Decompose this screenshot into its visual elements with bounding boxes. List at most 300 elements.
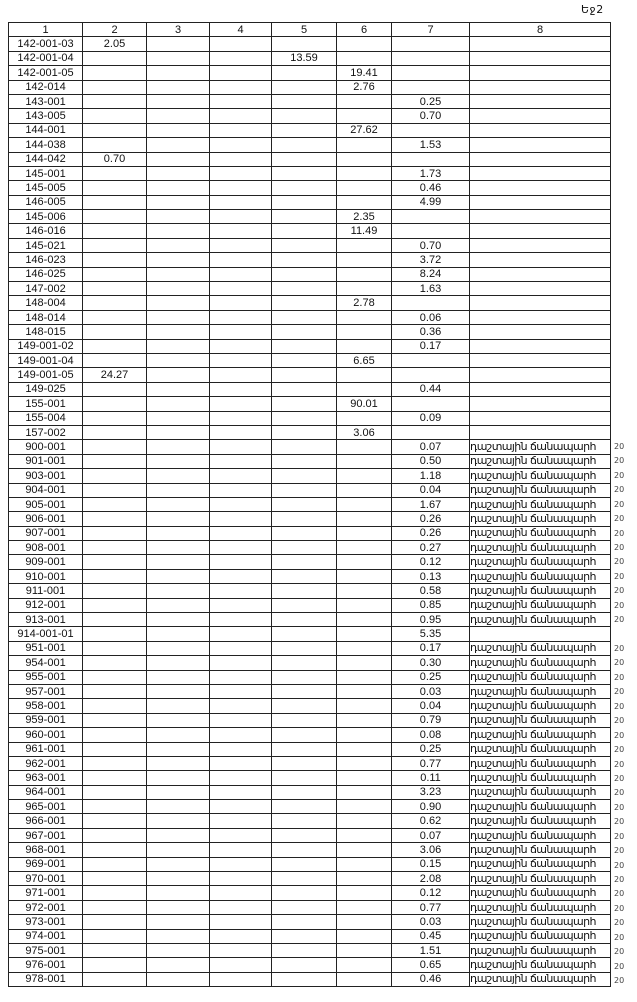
area-value-cell — [147, 425, 210, 439]
parcel-code-cell: 974-001 — [9, 929, 83, 943]
area-value-cell — [272, 900, 337, 914]
area-value-cell: 27.62 — [337, 123, 392, 137]
land-use-cell: դաշտային ճանապարհ — [470, 872, 611, 886]
area-value-cell — [147, 181, 210, 195]
table-row — [9, 584, 611, 598]
area-value-cell — [337, 800, 392, 814]
margin-mark: 20 — [614, 759, 625, 769]
land-parcel-table — [8, 22, 611, 987]
area-value-cell — [272, 66, 337, 80]
area-value-cell — [83, 857, 147, 871]
area-value-cell — [337, 785, 392, 799]
area-value-cell: 0.27 — [392, 541, 470, 555]
area-value-cell — [392, 353, 470, 367]
area-value-cell — [147, 512, 210, 526]
table-row — [9, 656, 611, 670]
area-value-cell — [392, 224, 470, 238]
area-value-cell — [392, 123, 470, 137]
table-row — [9, 915, 611, 929]
column-header: 1 — [9, 23, 83, 37]
parcel-code-cell: 144-042 — [9, 152, 83, 166]
table-row — [9, 728, 611, 742]
parcel-code-cell: 148-004 — [9, 296, 83, 310]
area-value-cell — [210, 785, 272, 799]
land-use-cell: դաշտային ճանապարհ — [470, 857, 611, 871]
parcel-code-cell: 145-001 — [9, 166, 83, 180]
table-row — [9, 339, 611, 353]
land-use-cell — [470, 325, 611, 339]
area-value-cell — [272, 872, 337, 886]
area-value-cell — [147, 37, 210, 51]
margin-mark: 20 — [614, 528, 625, 538]
land-use-cell: դաշտային ճանապարհ — [470, 713, 611, 727]
area-value-cell — [147, 152, 210, 166]
table-row — [9, 684, 611, 698]
land-use-cell: դաշտային ճանապարհ — [470, 555, 611, 569]
land-use-cell — [470, 282, 611, 296]
area-value-cell — [272, 656, 337, 670]
parcel-code-cell: 967-001 — [9, 828, 83, 842]
parcel-code-cell: 911-001 — [9, 584, 83, 598]
area-value-cell — [210, 742, 272, 756]
column-header: 3 — [147, 23, 210, 37]
area-value-cell: 2.05 — [83, 37, 147, 51]
parcel-code-cell: 143-005 — [9, 109, 83, 123]
area-value-cell — [337, 440, 392, 454]
area-value-cell: 2.76 — [337, 80, 392, 94]
area-value-cell — [147, 828, 210, 842]
table-row — [9, 886, 611, 900]
margin-mark: 20 — [614, 586, 625, 596]
area-value-cell: 3.72 — [392, 253, 470, 267]
area-value-cell — [83, 771, 147, 785]
area-value-cell — [392, 425, 470, 439]
area-value-cell — [210, 728, 272, 742]
area-value-cell — [147, 872, 210, 886]
area-value-cell: 2.08 — [392, 872, 470, 886]
table-row — [9, 109, 611, 123]
area-value-cell — [147, 138, 210, 152]
area-value-cell — [210, 872, 272, 886]
area-value-cell — [83, 972, 147, 986]
area-value-cell — [83, 800, 147, 814]
area-value-cell — [337, 857, 392, 871]
area-value-cell — [147, 238, 210, 252]
area-value-cell: 11.49 — [337, 224, 392, 238]
parcel-code-cell: 912-001 — [9, 598, 83, 612]
parcel-code-cell: 145-021 — [9, 238, 83, 252]
area-value-cell — [272, 555, 337, 569]
area-value-cell — [337, 181, 392, 195]
area-value-cell — [210, 857, 272, 871]
area-value-cell — [147, 670, 210, 684]
area-value-cell: 0.58 — [392, 584, 470, 598]
area-value-cell — [83, 785, 147, 799]
area-value-cell — [337, 382, 392, 396]
area-value-cell — [272, 166, 337, 180]
area-value-cell — [147, 713, 210, 727]
area-value-cell — [272, 713, 337, 727]
area-value-cell — [83, 181, 147, 195]
land-use-cell — [470, 411, 611, 425]
land-use-cell — [470, 51, 611, 65]
area-value-cell: 0.09 — [392, 411, 470, 425]
table-row — [9, 282, 611, 296]
area-value-cell — [210, 886, 272, 900]
table-row — [9, 440, 611, 454]
area-value-cell — [83, 584, 147, 598]
area-value-cell: 0.26 — [392, 512, 470, 526]
table-row — [9, 699, 611, 713]
parcel-code-cell: 906-001 — [9, 512, 83, 526]
land-use-cell: դաշտային ճանապարհ — [470, 641, 611, 655]
land-use-cell: դաշտային ճանապարհ — [470, 800, 611, 814]
area-value-cell — [337, 512, 392, 526]
area-value-cell — [272, 699, 337, 713]
area-value-cell — [210, 37, 272, 51]
area-value-cell: 1.18 — [392, 469, 470, 483]
area-value-cell — [392, 210, 470, 224]
area-value-cell — [337, 742, 392, 756]
table-row — [9, 469, 611, 483]
table-row — [9, 368, 611, 382]
land-use-cell: դաշտային ճանապարհ — [470, 828, 611, 842]
area-value-cell — [210, 397, 272, 411]
table-row — [9, 814, 611, 828]
area-value-cell — [272, 253, 337, 267]
parcel-code-cell: 155-001 — [9, 397, 83, 411]
area-value-cell: 0.36 — [392, 325, 470, 339]
area-value-cell — [272, 915, 337, 929]
parcel-code-cell: 905-001 — [9, 497, 83, 511]
parcel-code-cell: 149-001-05 — [9, 368, 83, 382]
table-row — [9, 310, 611, 324]
area-value-cell — [147, 483, 210, 497]
table-row — [9, 713, 611, 727]
column-header: 8 — [470, 23, 611, 37]
table-row — [9, 598, 611, 612]
area-value-cell — [147, 886, 210, 900]
area-value-cell — [272, 613, 337, 627]
area-value-cell: 0.12 — [392, 886, 470, 900]
area-value-cell — [210, 584, 272, 598]
area-value-cell — [147, 613, 210, 627]
area-value-cell — [83, 66, 147, 80]
margin-mark: 20 — [614, 874, 625, 884]
land-use-cell: դաշտային ճանապարհ — [470, 944, 611, 958]
area-value-cell: 19.41 — [337, 66, 392, 80]
parcel-code-cell: 142-001-03 — [9, 37, 83, 51]
land-use-cell — [470, 224, 611, 238]
area-value-cell — [272, 224, 337, 238]
area-value-cell: 0.90 — [392, 800, 470, 814]
area-value-cell: 0.45 — [392, 929, 470, 943]
area-value-cell: 0.70 — [392, 109, 470, 123]
area-value-cell: 0.46 — [392, 972, 470, 986]
area-value-cell — [337, 713, 392, 727]
area-value-cell — [272, 325, 337, 339]
land-use-cell — [470, 138, 611, 152]
area-value-cell — [392, 37, 470, 51]
margin-mark: 20 — [614, 672, 625, 682]
column-header-row — [9, 23, 611, 37]
area-value-cell — [83, 497, 147, 511]
land-use-cell: դաշտային ճանապարհ — [470, 728, 611, 742]
area-value-cell — [337, 886, 392, 900]
land-use-cell — [470, 382, 611, 396]
land-use-cell: դաշտային ճանապարհ — [470, 440, 611, 454]
area-value-cell — [337, 497, 392, 511]
area-value-cell — [272, 771, 337, 785]
table-row — [9, 296, 611, 310]
area-value-cell — [83, 728, 147, 742]
area-value-cell — [210, 411, 272, 425]
parcel-code-cell: 904-001 — [9, 483, 83, 497]
land-use-cell: դաշտային ճանապարհ — [470, 670, 611, 684]
area-value-cell — [147, 958, 210, 972]
table-row — [9, 670, 611, 684]
area-value-cell — [147, 339, 210, 353]
table-row — [9, 944, 611, 958]
area-value-cell — [392, 152, 470, 166]
land-use-cell — [470, 253, 611, 267]
area-value-cell — [83, 958, 147, 972]
area-value-cell — [147, 66, 210, 80]
area-value-cell — [210, 51, 272, 65]
margin-mark: 20 — [614, 571, 625, 581]
parcel-code-cell: 146-005 — [9, 195, 83, 209]
area-value-cell — [147, 109, 210, 123]
area-value-cell — [272, 80, 337, 94]
parcel-code-cell: 146-023 — [9, 253, 83, 267]
area-value-cell — [83, 541, 147, 555]
area-value-cell — [147, 785, 210, 799]
area-value-cell: 0.77 — [392, 900, 470, 914]
area-value-cell — [147, 929, 210, 943]
margin-mark: 20 — [614, 557, 625, 567]
area-value-cell — [83, 195, 147, 209]
area-value-cell — [272, 800, 337, 814]
area-value-cell — [337, 541, 392, 555]
area-value-cell — [210, 166, 272, 180]
land-use-cell — [470, 210, 611, 224]
area-value-cell — [210, 828, 272, 842]
area-value-cell — [83, 742, 147, 756]
area-value-cell: 0.50 — [392, 454, 470, 468]
area-value-cell — [272, 425, 337, 439]
area-value-cell — [272, 353, 337, 367]
margin-mark: 20 — [614, 802, 625, 812]
area-value-cell: 5.35 — [392, 627, 470, 641]
parcel-code-cell: 901-001 — [9, 454, 83, 468]
area-value-cell — [272, 109, 337, 123]
margin-mark: 20 — [614, 658, 625, 668]
land-use-cell — [470, 353, 611, 367]
area-value-cell — [272, 828, 337, 842]
parcel-code-cell: 149-001-04 — [9, 353, 83, 367]
area-value-cell — [147, 94, 210, 108]
area-value-cell: 0.08 — [392, 728, 470, 742]
area-value-cell — [83, 80, 147, 94]
area-value-cell — [272, 37, 337, 51]
area-value-cell — [147, 699, 210, 713]
area-value-cell — [83, 166, 147, 180]
land-use-cell: դաշտային ճանապարհ — [470, 886, 611, 900]
area-value-cell — [272, 728, 337, 742]
land-use-cell: դաշտային ճանապարհ — [470, 526, 611, 540]
table-row — [9, 138, 611, 152]
page-number-label: Եջ2 — [581, 3, 604, 16]
land-use-cell — [470, 397, 611, 411]
area-value-cell — [337, 109, 392, 123]
area-value-cell — [337, 771, 392, 785]
land-use-cell: դաշտային ճանապարհ — [470, 756, 611, 770]
area-value-cell — [147, 756, 210, 770]
area-value-cell — [210, 440, 272, 454]
area-value-cell: 0.85 — [392, 598, 470, 612]
table-row — [9, 181, 611, 195]
area-value-cell: 13.59 — [272, 51, 337, 65]
area-value-cell: 1.73 — [392, 166, 470, 180]
area-value-cell — [272, 569, 337, 583]
area-value-cell — [337, 310, 392, 324]
area-value-cell — [210, 958, 272, 972]
parcel-code-cell: 145-005 — [9, 181, 83, 195]
area-value-cell — [272, 929, 337, 943]
area-value-cell — [210, 814, 272, 828]
land-use-cell — [470, 109, 611, 123]
area-value-cell — [337, 958, 392, 972]
land-use-cell: դաշտային ճանապարհ — [470, 454, 611, 468]
area-value-cell — [210, 929, 272, 943]
land-use-cell: դաշտային ճանապարհ — [470, 684, 611, 698]
parcel-code-cell: 908-001 — [9, 541, 83, 555]
area-value-cell — [272, 972, 337, 986]
area-value-cell — [337, 929, 392, 943]
area-value-cell: 3.06 — [392, 843, 470, 857]
area-value-cell — [210, 94, 272, 108]
area-value-cell — [83, 224, 147, 238]
area-value-cell — [83, 397, 147, 411]
area-value-cell: 0.15 — [392, 857, 470, 871]
area-value-cell — [147, 771, 210, 785]
area-value-cell — [147, 900, 210, 914]
area-value-cell — [147, 569, 210, 583]
area-value-cell — [272, 814, 337, 828]
parcel-code-cell: 903-001 — [9, 469, 83, 483]
land-use-cell: դաշտային ճանապարհ — [470, 497, 611, 511]
table-row — [9, 166, 611, 180]
area-value-cell — [210, 310, 272, 324]
area-value-cell — [210, 598, 272, 612]
table-row — [9, 958, 611, 972]
area-value-cell — [337, 900, 392, 914]
parcel-code-cell: 148-015 — [9, 325, 83, 339]
area-value-cell — [210, 195, 272, 209]
land-use-cell — [470, 37, 611, 51]
area-value-cell — [272, 886, 337, 900]
area-value-cell: 3.23 — [392, 785, 470, 799]
area-value-cell — [337, 195, 392, 209]
area-value-cell — [272, 296, 337, 310]
margin-mark: 20 — [614, 961, 625, 971]
area-value-cell — [83, 353, 147, 367]
area-value-cell — [272, 627, 337, 641]
parcel-code-cell: 145-006 — [9, 210, 83, 224]
area-value-cell: 0.07 — [392, 440, 470, 454]
table-row — [9, 353, 611, 367]
area-value-cell — [147, 656, 210, 670]
margin-mark: 20 — [614, 730, 625, 740]
land-use-cell — [470, 627, 611, 641]
area-value-cell — [147, 253, 210, 267]
area-value-cell — [337, 267, 392, 281]
parcel-code-cell: 148-014 — [9, 310, 83, 324]
area-value-cell — [210, 756, 272, 770]
land-use-cell: դաշտային ճանապարհ — [470, 929, 611, 943]
area-value-cell — [272, 584, 337, 598]
table-row — [9, 541, 611, 555]
area-value-cell — [272, 382, 337, 396]
area-value-cell — [210, 368, 272, 382]
area-value-cell — [272, 756, 337, 770]
margin-mark: 20 — [614, 773, 625, 783]
area-value-cell — [210, 267, 272, 281]
table-row — [9, 238, 611, 252]
margin-mark: 20 — [614, 932, 625, 942]
area-value-cell — [337, 843, 392, 857]
area-value-cell — [83, 138, 147, 152]
margin-mark: 20 — [614, 975, 625, 985]
parcel-code-cell: 955-001 — [9, 670, 83, 684]
area-value-cell — [210, 699, 272, 713]
land-use-cell: դաշտային ճանապարհ — [470, 742, 611, 756]
area-value-cell — [83, 627, 147, 641]
area-value-cell — [147, 526, 210, 540]
parcel-code-cell: 149-001-02 — [9, 339, 83, 353]
area-value-cell — [210, 641, 272, 655]
area-value-cell — [83, 238, 147, 252]
parcel-code-cell: 900-001 — [9, 440, 83, 454]
area-value-cell — [272, 497, 337, 511]
parcel-code-cell: 144-001 — [9, 123, 83, 137]
land-use-cell — [470, 181, 611, 195]
area-value-cell — [210, 210, 272, 224]
area-value-cell — [337, 526, 392, 540]
area-value-cell — [337, 138, 392, 152]
area-value-cell — [210, 123, 272, 137]
area-value-cell — [147, 684, 210, 698]
table-row — [9, 497, 611, 511]
area-value-cell — [83, 109, 147, 123]
area-value-cell — [337, 613, 392, 627]
area-value-cell — [337, 584, 392, 598]
area-value-cell — [83, 699, 147, 713]
margin-mark: 20 — [614, 442, 625, 452]
table-row — [9, 195, 611, 209]
table-row — [9, 756, 611, 770]
area-value-cell — [83, 512, 147, 526]
area-value-cell: 0.25 — [392, 670, 470, 684]
area-value-cell — [272, 785, 337, 799]
area-value-cell — [337, 555, 392, 569]
table-row — [9, 828, 611, 842]
margin-mark: 20 — [614, 687, 625, 697]
area-value-cell — [83, 382, 147, 396]
area-value-cell — [272, 210, 337, 224]
area-value-cell — [210, 526, 272, 540]
margin-mark: 20 — [614, 903, 625, 913]
